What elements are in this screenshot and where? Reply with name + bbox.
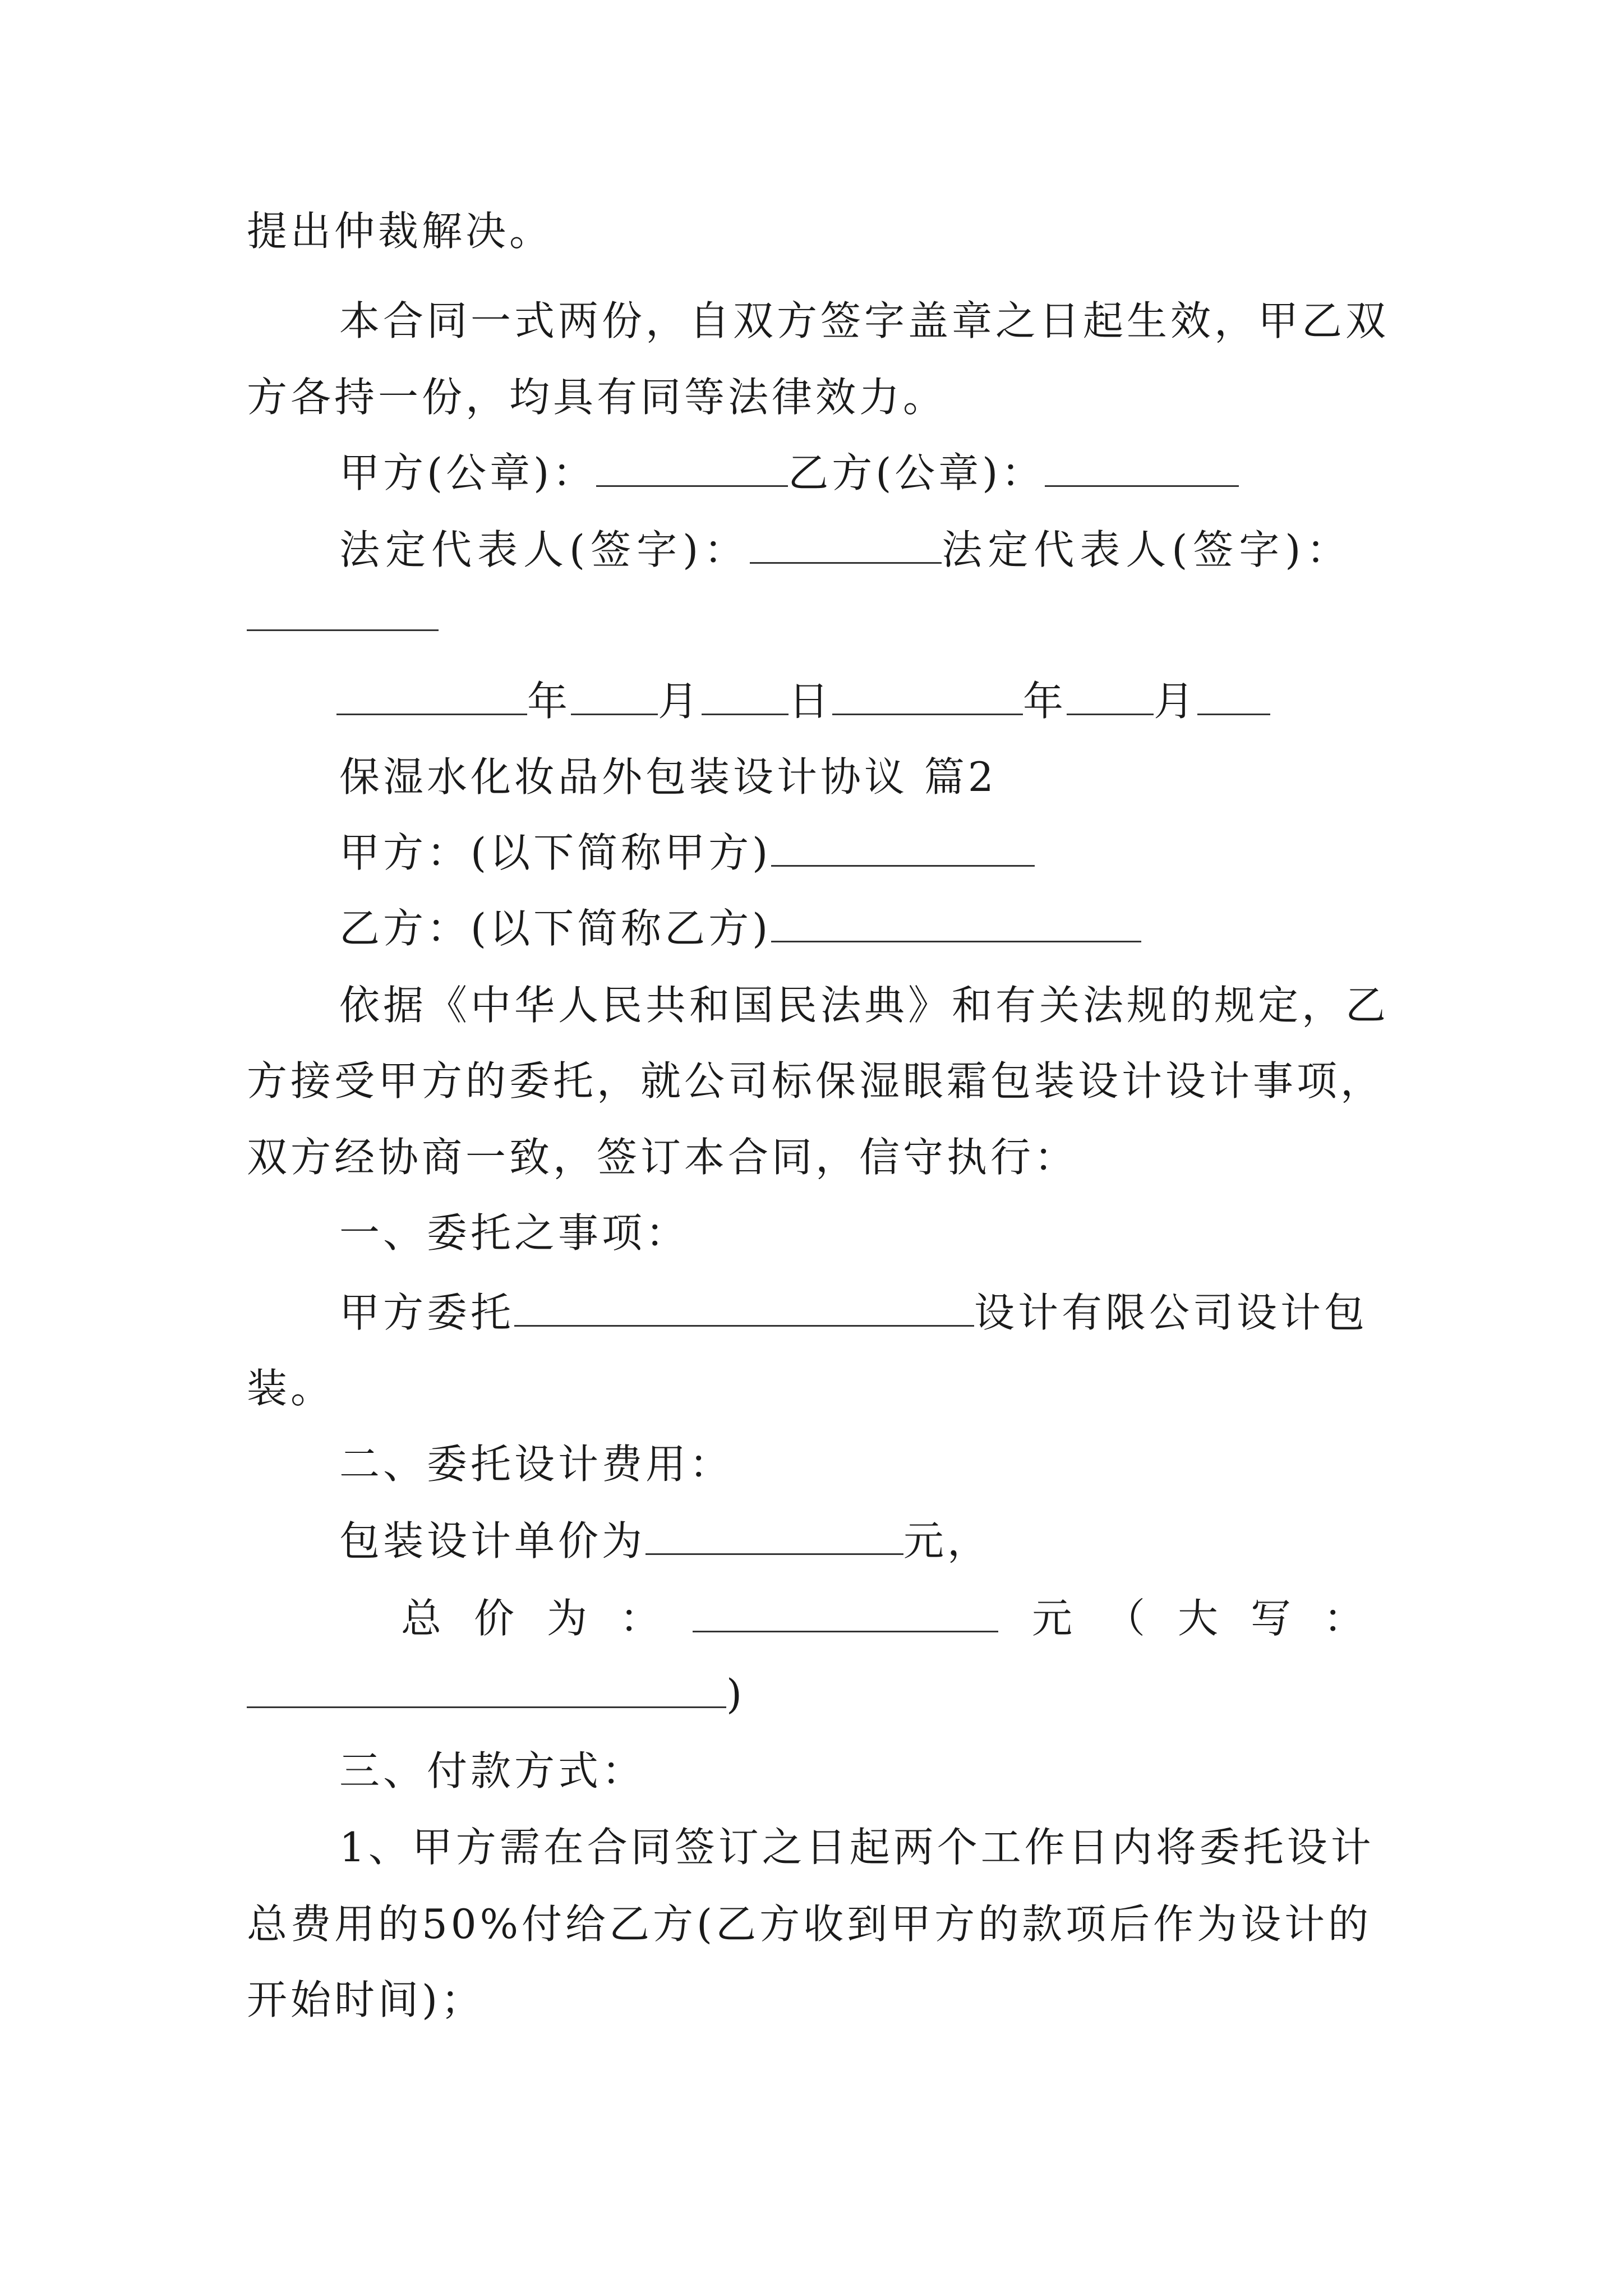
clause-1-line xyxy=(339,1285,1368,1341)
date-b-year: 年 xyxy=(1023,678,1067,725)
payment-line-1: 1、甲方需在合同签订之日起两个工作日内将委托设计 xyxy=(339,1824,1375,1871)
total-uppercase-blank xyxy=(247,1667,726,1708)
legal-rep-a-blank xyxy=(750,523,942,564)
intro-line-1: 依据《中华人民共和国民法典》和有关法规的规定，乙 xyxy=(339,982,1390,1029)
total-price-line xyxy=(401,1590,1396,1646)
party-b-label: 乙方：(以下简称乙方) xyxy=(339,905,772,952)
clause-1-suffix: 设计有限公司设计包 xyxy=(974,1289,1368,1336)
total-close: ) xyxy=(726,1671,746,1718)
party-b-seal-blank xyxy=(1045,446,1239,487)
total-price-blank xyxy=(693,1591,998,1632)
party-a-blank xyxy=(771,826,1035,867)
date-a-year: 年 xyxy=(527,678,571,725)
continuation-end: 提出仲裁解决。 xyxy=(247,208,554,255)
party-a-label: 甲方：(以下简称甲方) xyxy=(339,829,772,876)
date-a-month-blank xyxy=(571,674,658,715)
date-b-month-blank xyxy=(1067,674,1154,715)
validity-line-2: 方各持一份，均具有同等法律效力。 xyxy=(247,374,947,421)
clause-1-heading: 一、委托之事项： xyxy=(339,1209,690,1257)
party-a-seal-blank xyxy=(596,446,788,487)
section-title: 保湿水化妆品外包装设计协议 篇2 xyxy=(339,753,997,800)
total-price-label: 总价为： xyxy=(401,1595,693,1642)
date-line xyxy=(336,673,1270,729)
unit-price-prefix: 包装设计单价为 xyxy=(339,1517,646,1565)
legal-rep-b-blank xyxy=(247,590,439,631)
date-a-month: 月 xyxy=(658,678,702,725)
legal-rep-a-label: 法定代表人(签字)： xyxy=(339,526,750,573)
unit-price-line xyxy=(339,1513,991,1569)
clause-2-heading: 二、委托设计费用： xyxy=(339,1441,734,1488)
unit-price-blank xyxy=(645,1514,903,1555)
date-b-month: 月 xyxy=(1154,678,1198,725)
payment-line-2: 总费用的50%付给乙方(乙方收到甲方的款项后作为设计的 xyxy=(247,1901,1372,1948)
clause-1-end: 装。 xyxy=(247,1365,335,1412)
payment-line-3: 开始时间)； xyxy=(247,1976,485,2023)
total-price-unit: 元（大写： xyxy=(1032,1595,1397,1642)
intro-line-2: 方接受甲方的委托，就公司标保湿眼霜包装设计设计事项， xyxy=(247,1057,1385,1105)
date-b-year-blank xyxy=(832,674,1023,715)
date-a-year-blank xyxy=(336,674,527,715)
clause-1-blank xyxy=(514,1286,974,1327)
validity-line-1: 本合同一式两份，自双方签字盖章之日起生效，甲乙双 xyxy=(339,297,1390,344)
party-b-line xyxy=(339,900,1141,956)
intro-line-3: 双方经协商一致，签订本合同，信守执行： xyxy=(247,1134,1078,1181)
date-a-day-blank xyxy=(702,674,789,715)
party-b-seal-label: 乙方(公章)： xyxy=(788,449,1045,496)
party-a-seal-label: 甲方(公章)： xyxy=(339,449,597,496)
total-uppercase-line xyxy=(247,1666,745,1722)
legal-rep-line xyxy=(339,522,1352,578)
party-b-blank xyxy=(771,901,1141,942)
party-a-line xyxy=(339,825,1035,881)
date-b-day-blank xyxy=(1197,674,1270,715)
legal-rep-b-blank-line xyxy=(247,589,439,645)
clause-1-prefix: 甲方委托 xyxy=(339,1289,515,1336)
legal-rep-b-label: 法定代表人(签字)： xyxy=(942,526,1353,573)
clause-3-heading: 三、付款方式： xyxy=(339,1747,646,1795)
unit-price-suffix: 元， xyxy=(903,1517,992,1565)
seal-line xyxy=(339,445,1239,501)
date-a-day: 日 xyxy=(789,678,833,725)
